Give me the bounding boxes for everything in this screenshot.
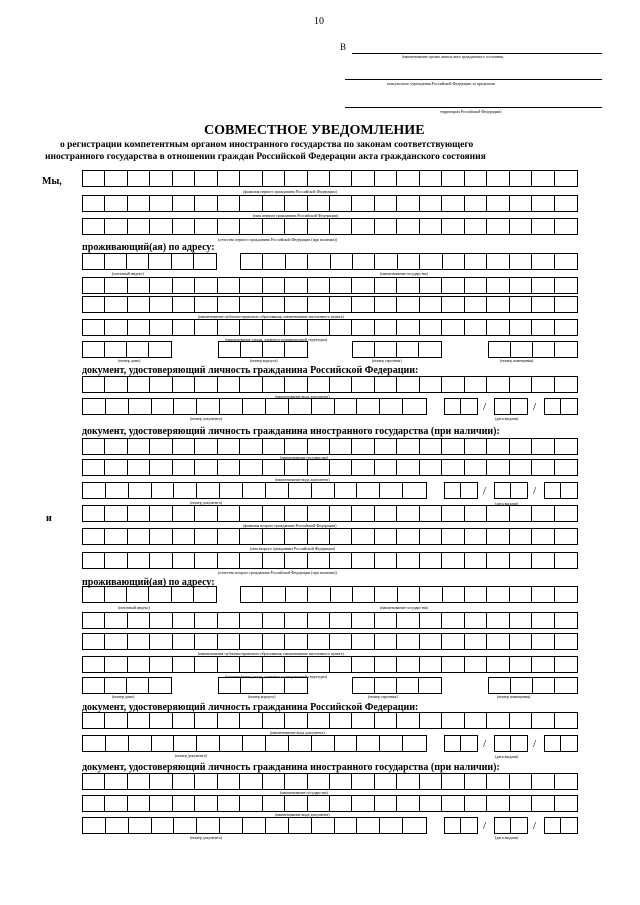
p1-municipality-caption: (наименование публично-правового образования, наименование населенного пункта) bbox=[198, 314, 344, 319]
p1-building-cells[interactable] bbox=[218, 341, 308, 358]
p2-house-caption: (номер дома) bbox=[112, 694, 135, 699]
p1-foreign-doc-type-cells[interactable] bbox=[82, 459, 578, 476]
authority-caption-3: территории Российской Федерации) bbox=[440, 109, 502, 114]
p1-house-caption: (номер дома) bbox=[118, 358, 141, 363]
p2-surname-cells-2[interactable] bbox=[82, 528, 578, 545]
p1-house-cells[interactable] bbox=[82, 341, 172, 358]
p1-ru-doc-type-cells[interactable] bbox=[82, 376, 578, 393]
p2-foreign-doc-date-slash-2: / bbox=[533, 820, 537, 832]
p2-postal-code-cells[interactable] bbox=[82, 586, 217, 603]
p2-postal-code-caption: (почтовый индекс) bbox=[118, 605, 150, 610]
p1-foreign-doc-date-slash-1: / bbox=[483, 485, 487, 497]
p2-name-cells[interactable] bbox=[82, 552, 578, 569]
p2-foreign-doc-date-day[interactable] bbox=[444, 817, 478, 834]
p1-ru-doc-date-slash-1: / bbox=[483, 401, 487, 413]
p1-ru-doc-date-caption: (дата выдачи) bbox=[495, 416, 519, 421]
p1-room-cells[interactable] bbox=[488, 341, 578, 358]
p1-state-caption: (наименование государства) bbox=[380, 271, 428, 276]
p2-ru-doc-number-caption: (номер документа) bbox=[175, 753, 207, 758]
p2-patronymic-caption: (отчество второго гражданина Российской Федерации (при наличии)) bbox=[218, 570, 337, 575]
p1-surname-cells-2[interactable] bbox=[82, 195, 578, 212]
p2-foreign-doc-number-cells[interactable] bbox=[82, 817, 427, 834]
p1-foreign-doc-label: документ, удостоверяющий личность гражданина иностранного государства (при наличии): bbox=[82, 426, 500, 437]
p2-structure-caption: (номер строения) bbox=[368, 694, 398, 699]
p1-municipality-cells-1[interactable] bbox=[82, 277, 578, 294]
p1-foreign-doc-number-caption: (номер документа) bbox=[190, 500, 222, 505]
authority-line-3[interactable] bbox=[345, 107, 602, 108]
p2-surname-cells[interactable] bbox=[82, 505, 578, 522]
p2-street-cells[interactable] bbox=[82, 656, 578, 673]
p1-foreign-doc-date-caption: (дата выдачи) bbox=[495, 501, 519, 506]
p2-ru-doc-label: документ, удостоверяющий личность гражданина Российской Федерации: bbox=[82, 702, 419, 713]
p1-street-caption: (наименование улицы, элемента планировочной структуры) bbox=[225, 337, 328, 342]
p2-ru-doc-date-day[interactable] bbox=[444, 735, 478, 752]
p2-ru-doc-type-caption: (наименование вида документа) bbox=[270, 730, 325, 735]
form-subtitle-1: о регистрации компетентным органом иностранного государства по законам соответствующего bbox=[60, 140, 474, 150]
p1-foreign-state-caption: (наименование государства) bbox=[280, 455, 328, 460]
p2-foreign-doc-label: документ, удостоверяющий личность гражданина иностранного государства (при наличии): bbox=[82, 762, 500, 773]
p2-foreign-doc-date-year[interactable] bbox=[544, 817, 578, 834]
p2-room-cells[interactable] bbox=[488, 677, 578, 694]
p2-foreign-doc-date-month[interactable] bbox=[494, 817, 528, 834]
p2-state-caption: (наименование государства) bbox=[380, 605, 428, 610]
authority-line-2[interactable] bbox=[345, 79, 602, 80]
p1-name-caption: (имя первого гражданина Российской Федерации) bbox=[253, 213, 339, 218]
p2-ru-doc-date-month[interactable] bbox=[494, 735, 528, 752]
p1-structure-caption: (номер строения) bbox=[372, 358, 402, 363]
p2-ru-doc-number-cells[interactable] bbox=[82, 735, 427, 752]
and-label: и bbox=[46, 513, 52, 524]
to-prefix: В bbox=[340, 42, 347, 52]
p2-building-cells[interactable] bbox=[218, 677, 308, 694]
authority-caption-2: консульского учреждения Российской Федерации за пределами bbox=[387, 81, 495, 86]
p1-ru-doc-label: документ, удостоверяющий личность гражданина Российской Федерации: bbox=[82, 365, 419, 376]
p1-foreign-doc-date-year[interactable] bbox=[544, 482, 578, 499]
p2-municipality-cells-1[interactable] bbox=[82, 612, 578, 629]
p2-residing-label: проживающий(ая) по адресу: bbox=[82, 577, 215, 588]
p1-ru-doc-date-day[interactable] bbox=[444, 398, 478, 415]
p1-state-cells[interactable] bbox=[240, 253, 578, 270]
p1-building-caption: (номер корпуса) bbox=[250, 358, 278, 363]
page-number: 10 bbox=[314, 16, 324, 27]
p2-foreign-state-caption: (наименование государства) bbox=[280, 790, 328, 795]
p2-foreign-doc-date-slash-1: / bbox=[483, 820, 487, 832]
p2-ru-doc-type-cells[interactable] bbox=[82, 712, 578, 729]
p1-residing-label: проживающий(ая) по адресу: bbox=[82, 242, 215, 253]
p2-ru-doc-date-caption: (дата выдачи) bbox=[495, 754, 519, 759]
p2-ru-doc-date-slash-2: / bbox=[533, 738, 537, 750]
p1-foreign-doc-type-caption: (наименование вида документа) bbox=[275, 477, 330, 482]
p2-foreign-state-cells[interactable] bbox=[82, 773, 578, 790]
p1-postal-code-caption: (почтовый индекс) bbox=[112, 271, 144, 276]
p1-foreign-state-cells[interactable] bbox=[82, 438, 578, 455]
p2-municipality-caption: (наименование публично-правового образования, наименование населенного пункта) bbox=[198, 651, 344, 656]
p1-street-cells[interactable] bbox=[82, 319, 578, 336]
p2-municipality-cells-2[interactable] bbox=[82, 633, 578, 650]
p2-foreign-doc-number-caption: (номер документа) bbox=[190, 835, 222, 840]
p1-ru-doc-number-caption: (номер документа) bbox=[190, 416, 222, 421]
p2-foreign-doc-type-cells[interactable] bbox=[82, 795, 578, 812]
p1-foreign-doc-number-cells[interactable] bbox=[82, 482, 427, 499]
p1-municipality-cells-2[interactable] bbox=[82, 296, 578, 313]
p2-structure-cells[interactable] bbox=[352, 677, 442, 694]
p2-state-cells[interactable] bbox=[240, 586, 578, 603]
p2-ru-doc-date-slash-1: / bbox=[483, 738, 487, 750]
p2-ru-doc-date-year[interactable] bbox=[544, 735, 578, 752]
p2-surname-caption: (фамилия второго гражданина Российской Федерации) bbox=[243, 523, 337, 528]
p1-ru-doc-number-cells[interactable] bbox=[82, 398, 427, 415]
p2-street-caption: (наименование улицы, элемента планировочной структуры) bbox=[225, 674, 328, 679]
p1-surname-cells[interactable] bbox=[82, 170, 578, 187]
p1-ru-doc-date-year[interactable] bbox=[544, 398, 578, 415]
authority-caption-1: (наименование органа записи акта гражданского состояния, bbox=[402, 54, 504, 59]
form-title: СОВМЕСТНОЕ УВЕДОМЛЕНИЕ bbox=[204, 123, 425, 138]
p2-building-caption: (номер корпуса) bbox=[248, 694, 276, 699]
p1-ru-doc-type-caption: (наименование вида документа) bbox=[275, 394, 330, 399]
p1-surname-caption: (фамилия первого гражданина Российской Федерации) bbox=[243, 189, 337, 194]
p2-room-caption: (номер помещения) bbox=[497, 694, 531, 699]
p2-house-cells[interactable] bbox=[82, 677, 172, 694]
p1-structure-cells[interactable] bbox=[352, 341, 442, 358]
p1-ru-doc-date-month[interactable] bbox=[494, 398, 528, 415]
p1-postal-code-cells[interactable] bbox=[82, 253, 217, 270]
p1-room-caption: (номер помещения) bbox=[500, 358, 534, 363]
p2-name-caption: (имя второго гражданина Российской Федерации) bbox=[250, 546, 335, 551]
p1-patronymic-caption: (отчество первого гражданина Российской Федерации (при наличии)) bbox=[218, 237, 338, 242]
we-label: Мы, bbox=[42, 176, 62, 187]
p2-foreign-doc-type-caption: (наименование вида документа) bbox=[275, 812, 330, 817]
p1-ru-doc-date-slash-2: / bbox=[533, 401, 537, 413]
p1-name-cells[interactable] bbox=[82, 218, 578, 235]
p1-foreign-doc-date-slash-2: / bbox=[533, 485, 537, 497]
p2-foreign-doc-date-caption: (дата выдачи) bbox=[495, 835, 519, 840]
p1-foreign-doc-date-day[interactable] bbox=[444, 482, 478, 499]
p1-foreign-doc-date-month[interactable] bbox=[494, 482, 528, 499]
form-subtitle-2: иностранного государства в отношении граждан Российской Федерации акта гражданского состояния bbox=[45, 152, 486, 162]
